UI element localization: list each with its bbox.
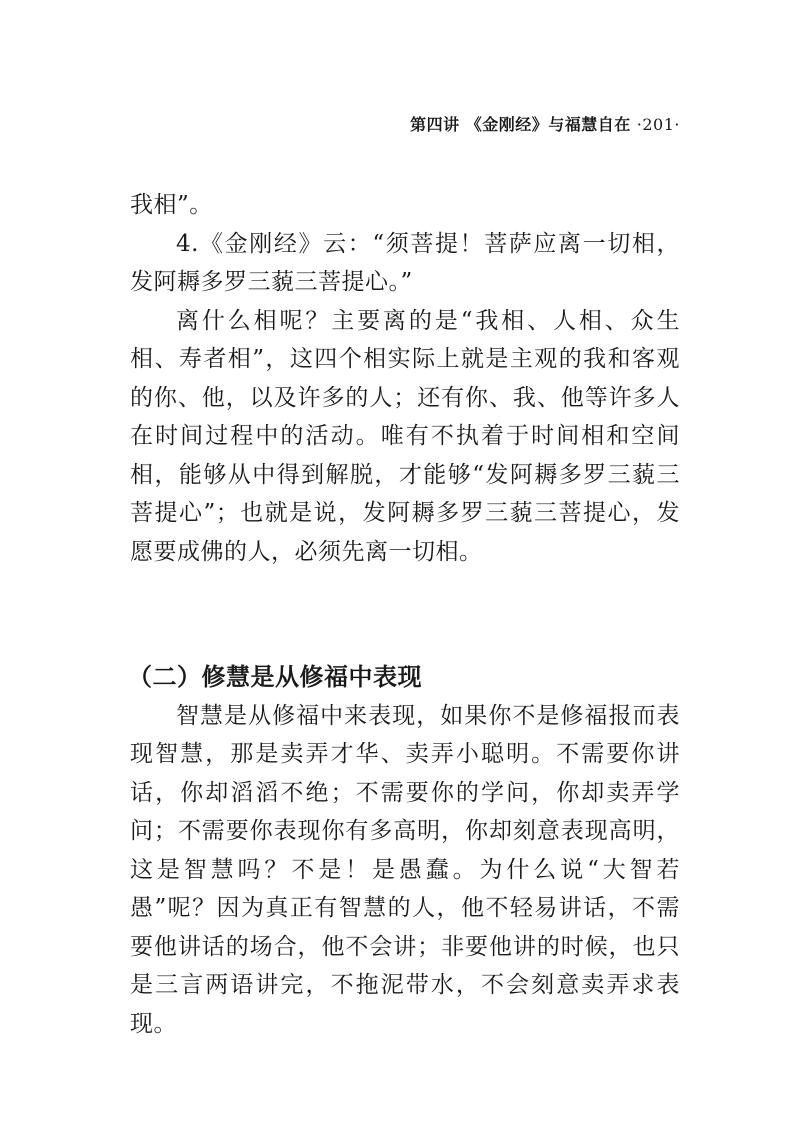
paragraph-wisdom: 智慧是从修福中来表现，如果你不是修福报而表现智慧，那是卖弄才华、卖弄小聪明。不需要你讲话，你却滔滔不绝；不需要你的学问，你却卖弄学问；不需要你表现你有多高明，你却刻意表现高明，这是智慧吗？不是！是愚蠢。为什么说“大智若愚”呢？因为真正有智慧的人，他不轻易讲话，不需要他讲话的场合，他不会讲；非要他讲的时候，也只是三言两语讲完，不拖泥带水，不会刻意卖弄求表现。 (130, 702, 680, 1037)
paragraph-continued: 我相”。 (130, 192, 213, 218)
page-number: ·201· (636, 115, 680, 134)
section-wisdom (130, 658, 680, 1043)
chapter-title: 第四讲 《金刚经》与福慧自在 (410, 115, 631, 134)
section-continuation (130, 186, 680, 571)
section-heading: （二）修慧是从修福中表现 (128, 663, 422, 691)
running-header (380, 112, 680, 135)
paragraph-explanation: 离什么相呢？主要离的是“我相、人相、众生相、寿者相”，这四个相实际上就是主观的我和客观的你、他，以及许多的人；还有你、我、他等许多人在时间过程中的活动。唯有不执着于时间相和空间相，能够从中得到解脱，才能够“发阿耨多罗三藐三菩提心”；也就是说，发阿耨多罗三藐三菩提心，发愿要成佛的人，必须先离一切相。 (130, 307, 680, 565)
paragraph-quote: 4.《金刚经》云：“须菩提！菩萨应离一切相，发阿耨多罗三藐三菩提心。” (130, 230, 680, 295)
